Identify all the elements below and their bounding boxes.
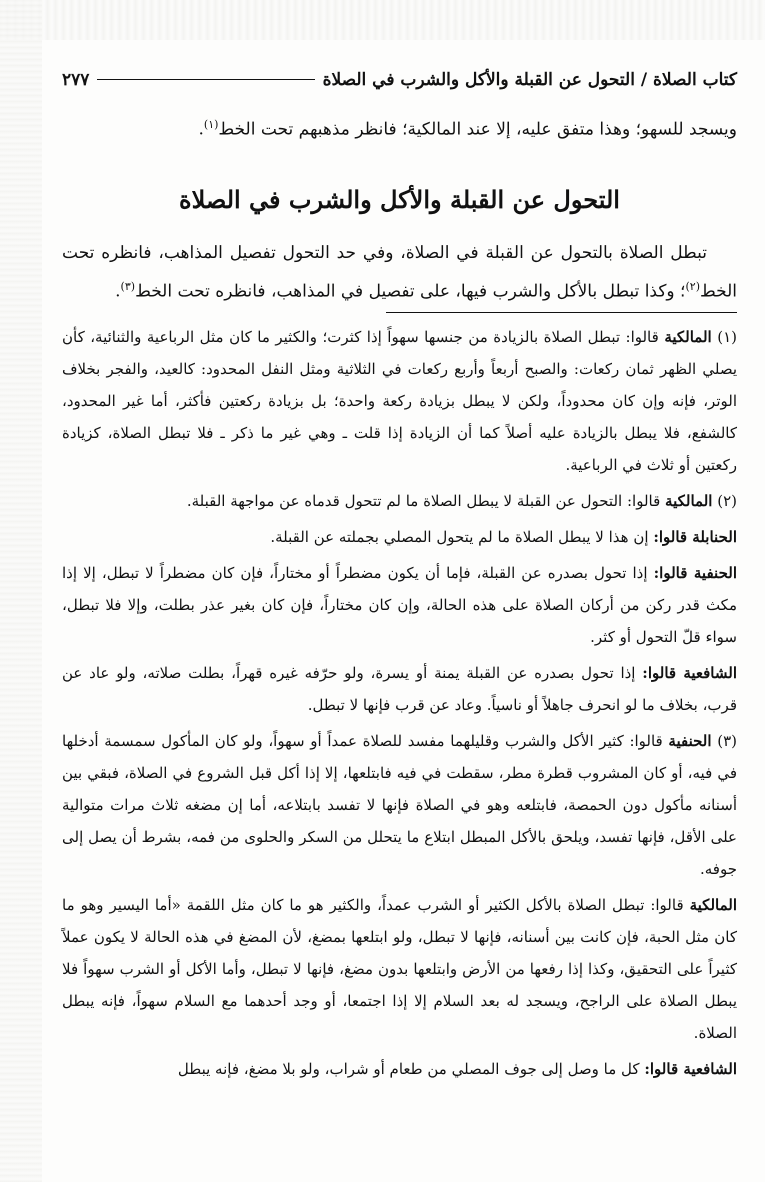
page-number: ٢٧٧ [62,70,90,90]
footnote-2-school: المالكية [665,492,713,511]
section-title: التحول عن القبلة والأكل والشرب في الصلاة [179,184,620,214]
footnote-3 [62,725,737,885]
footnote-1-number: (١) [717,328,737,347]
body-text-end: . [115,281,121,302]
footnote-1 [62,321,737,481]
body-text-a: تبطل الصلاة بالتحول عن القبلة في الصلاة، وفي حد التحول تفصيل المذاهب، فانظره تحت الخط [62,242,737,302]
footnote-2 [62,485,737,517]
footnote-2-number: (٢) [717,492,737,511]
footnote-1-school: المالكية [664,328,712,347]
footnote-3-text: قالوا: كثير الأكل والشرب وقليلهما مفسد للصلاة عمداً أو سهواً، ولو كان المأكول سمسمة أدخلها في فيه، أو كان المشروب قطرة مطر، سقطت في فيه فابتلعها، إلا إذا أكل قبل الشروع في الصلاة، فبقي بين أسنانه مأكول دون الحمصة، فابتلعه وهو في الصلاة فإنها لا تفسد بابتلاعه، أما إن مضغه ثلاث مرات متوالية على الأقل، فإنها تفسد، ويلحق بالأكل المبطل ابتلاع ما يتحلل من السكر والحلوى من فمه، بشرط أن يصل إلى جوفه. [62,732,737,879]
footnote-2-shafii [62,657,737,721]
footnote-1-text: قالوا: تبطل الصلاة بالزيادة من جنسها سهواً إذا كثرت؛ والكثير ما كان مثل الرباعية والثنائية، كأن يصلي الظهر ثمان ركعات: والصبح أربعاً وأربع ركعات في الثلاثية ومثل النفل المحدود: كالعيد، والفجر بخلاف الوتر، فإنه وإن كان محدوداً، ولكن لا يبطل بزيادة ركعة واحدة؛ بل بزيادة ركعتين فأكثر، أما غير المحدود، كالشفع، فلا يبطل بالزيادة عليه أصلاً كما أن الزيادة إذا قلت ـ وهي غير ما ذكر ـ فلا تبطل الصلاة، كزيادة ركعتين أو ثلاث في الرباعية. [62,328,737,475]
footnote-2d-text: إذا تحول بصدره عن القبلة يمنة أو يسرة، ولو حرّفه غيره قهراً، بطلت صلاته، ولو عاد عن قرب، بخلاف ما لو انحرف جاهلاً أو ناسياً. وعاد عن قرب فإنها لا تبطل. [62,664,737,715]
footnote-3b-text: قالوا: تبطل الصلاة بالأكل الكثير أو الشرب عمداً، والكثير هو ما كان مثل اللقمة «أما اليسير وهو ما كان مثل الحبة، فإن كانت بين أسنانه، فإنها لا تبطل، ولو ابتلعها بمضغ، لأن المضغ في هذه الحالة لا يكون عملاً كثيراً على التحقيق، وكذا إذا رفعها من الأرض وابتلعها بدون مضغ، فإنها لا تبطل، وأما الأكل أو الشرب سهواً فلا يبطل الصلاة على الراجح، ويسجد له بعد السلام إلا إذا اجتمعا، أو وجد أحدهما مع السلام سهواً، فإنه يبطل الصلاة. [62,896,737,1043]
footnote-ref-1[interactable]: (١) [203,118,219,131]
footnote-2b-text: إن هذا لا يبطل الصلاة ما لم يتحول المصلي بجملته عن القبلة. [270,528,649,547]
scan-edge-left [0,0,42,1182]
running-head [62,70,737,104]
footnote-3c-school: الشافعية قالوا: [644,1060,737,1079]
footnote-separator [386,312,737,313]
footnote-3b-school: المالكية [689,896,737,915]
footnote-3-maliki [62,889,737,1049]
footnote-2c-text: إذا تحول بصدره عن القبلة، فإما أن يكون مضطراً أو مختاراً، فإن كان مضطراً لا تبطل، إلا إذا مكث قدر ركن من أركان الصلاة على هذه الحالة، وإن كان مختاراً، فإن كان بغير عذر بطلت، وإلا فلا تبطل، سواء قلّ التحول أو كثر. [62,564,737,647]
footnote-3-school: الحنفية [668,732,712,751]
footnote-3-number: (٣) [717,732,737,751]
footnote-ref-3[interactable]: (٣) [120,279,136,293]
footnote-2-text: قالوا: التحول عن القبلة لا يبطل الصلاة ما لم تتحول قدماه عن مواجهة القبلة. [186,492,661,511]
footnote-2-hanafi [62,557,737,653]
lead-line: ويسجد للسهو؛ وهذا متفق عليه، إلا عند المالكية؛ فانظر مذهبهم تحت الخط$^{(١)}$. [198,118,737,140]
page-content [62,70,737,1089]
footnote-3c-text: كل ما وصل إلى جوف المصلي من طعام أو شراب، ولو بلا مضغ، فإنه يبطل [177,1060,640,1079]
footnotes [62,321,737,1085]
footnote-2-hanbali [62,521,737,553]
running-head-title: كتاب الصلاة / التحول عن القبلة والأكل والشرب في الصلاة [322,70,737,90]
footnote-2c-school: الحنفية قالوا: [653,564,737,583]
lead-line-text: ويسجد للسهو؛ وهذا متفق عليه، إلا عند المالكية؛ فانظر مذهبهم تحت الخط [218,119,737,140]
scan-edge-top [0,0,765,40]
footnote-2b-school: الحنابلة قالوا: [653,528,737,547]
footnote-ref-2[interactable]: (٢) [685,279,700,293]
footnote-2d-school: الشافعية قالوا: [642,664,737,683]
footnote-3-shafii [62,1053,737,1085]
running-head-rule [97,79,314,80]
body-paragraph [62,236,737,309]
body-text-b: ؛ وكذا تبطل بالأكل والشرب فيها، على تفصيل في المذاهب، فانظره تحت الخط [135,281,686,302]
